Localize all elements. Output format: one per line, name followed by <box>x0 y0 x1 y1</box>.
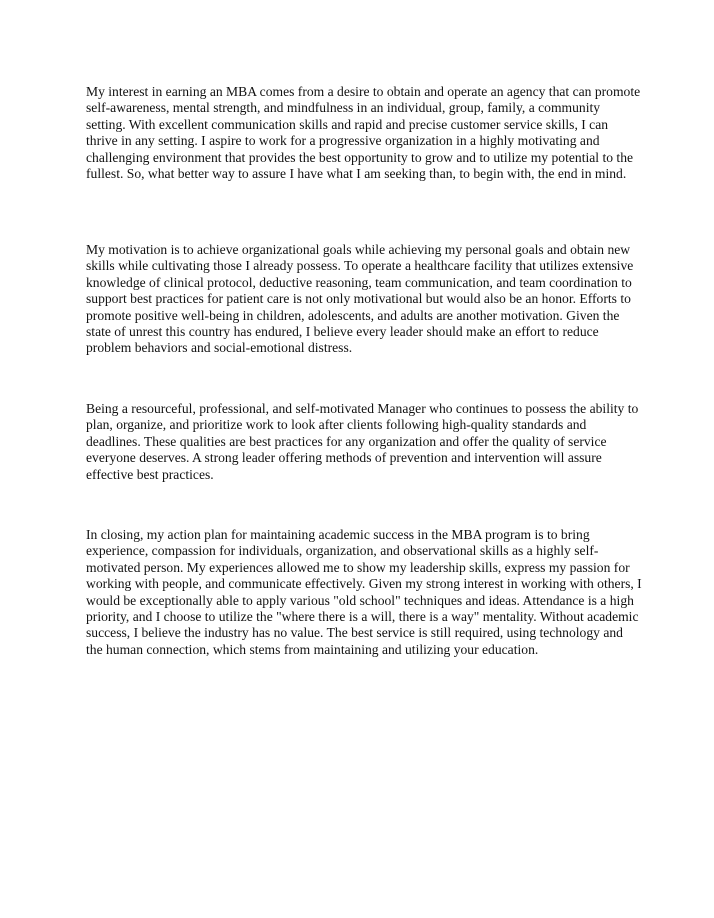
paragraph-motivation: My motivation is to achieve organizational goals while achieving my personal goals and obtain new skills while cultivating those I already possess. To operate a healthcare facility that utilizes extensive knowledge of clinical protocol, deductive reasoning, team communication, and team coordination to support best practices for patient care is not only motivational but would also be an honor. Efforts to promote positive well-being in children, adolescents, and adults are another motivation. Given the state of unrest this country has endured, I believe every leader should make an effort to reduce problem behaviors and social-emotional distress. <box>86 242 634 356</box>
paragraph-manager-qualities: Being a resourceful, professional, and self-motivated Manager who continues to possess the ability to plan, organize, and prioritize work to look after clients following high-quality standards and deadlines. These qualities are best practices for any organization and offer the quality of service everyone deserves. A strong leader offering methods of prevention and intervention will assure effective best practices. <box>86 401 639 482</box>
paragraph-closing: In closing, my action plan for maintaining academic success in the MBA program is to bring experience, compassion for individuals, organization, and observational skills as a highly self-motivated person. My experiences allowed me to show my leadership skills, express my passion for working with people, and communicate effectively. Given my strong interest in working with others, I would be exceptionally able to apply various "old school" techniques and ideas. Attendance is a high priority, and I choose to utilize the "where there is a will, there is a way" mentality. Without academic success, I believe the industry has no value. The best service is still required, using technology and the human connection, which stems from maintaining and utilizing your education. <box>86 527 642 657</box>
paragraph-mba-interest: My interest in earning an MBA comes from a desire to obtain and operate an agency that can promote self-awareness, mental strength, and mindfulness in an individual, group, family, a community setting. With excellent communication skills and rapid and precise customer service skills, I can thrive in any setting. I aspire to work for a progressive organization in a highly motivating and challenging environment that provides the best opportunity to grow and to utilize my potential to the fullest. So, what better way to assure I have what I am seeking than, to begin with, the end in mind. <box>86 84 641 182</box>
